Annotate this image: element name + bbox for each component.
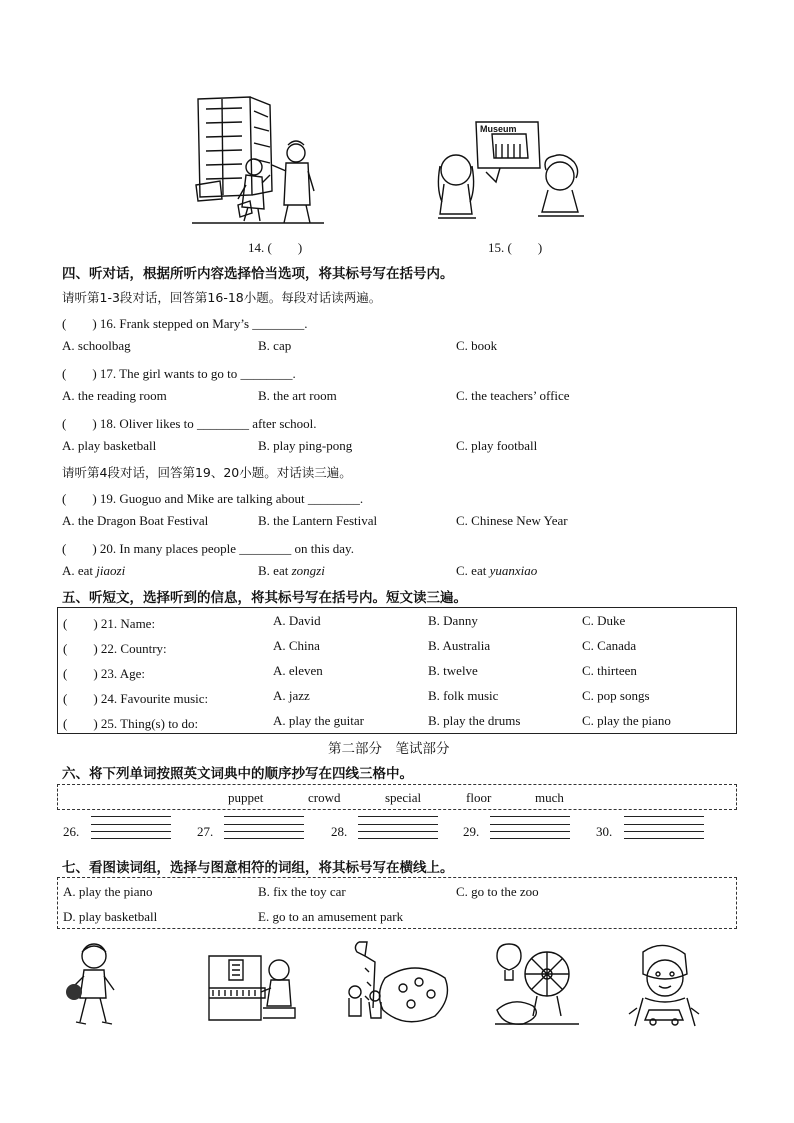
q22-text: ( ) 22. Country:: [63, 641, 167, 656]
q16-option-b: B. cap: [258, 338, 292, 353]
q29-label: 29.: [463, 824, 480, 839]
word-5: much: [535, 790, 564, 805]
q15-label: 15. ( ): [488, 240, 543, 255]
section5-heading: 五、听短文，选择听到的信息，将其标号写在括号内。短文读三遍。: [62, 590, 467, 606]
word-1: puppet: [228, 790, 264, 805]
q14-label: 14. ( ): [248, 240, 303, 255]
q18-option-c: C. play football: [456, 438, 538, 453]
q25-option-a: A. play the guitar: [273, 713, 364, 728]
section4-heading: 四、听对话，根据所听内容选择恰当选项，将其标号写在括号内。: [62, 266, 454, 282]
picture-amusement-park: [493, 940, 581, 1028]
q18-option-b: B. play ping-pong: [258, 438, 353, 453]
q26-label: 26.: [63, 824, 80, 839]
q20-text: ( ) 20. In many places people ________ on this day.: [62, 541, 354, 556]
q24-text: ( ) 24. Favourite music:: [63, 691, 209, 706]
picture-14: [192, 95, 324, 227]
q19-option-c: C. Chinese New Year: [456, 513, 568, 528]
four-line-grid[interactable]: [624, 816, 704, 838]
section4-instruction-1: 请听第1-3段对话，回答第16-18小题。每段对话读两遍。: [62, 290, 382, 305]
picture-15: [430, 118, 605, 226]
q24-option-a: A. jazz: [273, 688, 310, 703]
section6-heading: 六、将下列单词按照英文词典中的顺序抄写在四线三格中。: [62, 766, 413, 782]
word-3: special: [385, 790, 422, 805]
section4-instruction-2: 请听第4段对话，回答第19、20小题。对话读三遍。: [62, 465, 352, 480]
q25-option-b: B. play the drums: [428, 713, 521, 728]
q25-text: ( ) 25. Thing(s) to do:: [63, 716, 199, 731]
q30-label: 30.: [596, 824, 613, 839]
four-line-grid[interactable]: [91, 816, 171, 838]
picture-piano: [205, 946, 297, 1024]
q23-option-a: A. eleven: [273, 663, 323, 678]
q16-option-a: A. schoolbag: [62, 338, 131, 353]
q21-option-c: C. Duke: [582, 613, 626, 628]
q21-option-a: A. David: [273, 613, 321, 628]
four-line-grid[interactable]: [224, 816, 304, 838]
q20-option-b: B. eat zongzi: [258, 563, 325, 578]
q17-text: ( ) 17. The girl wants to go to ________.: [62, 366, 296, 381]
q22-option-a: A. China: [273, 638, 320, 653]
q18-option-a: A. play basketball: [62, 438, 157, 453]
q25-option-c: C. play the piano: [582, 713, 671, 728]
q17-option-b: B. the art room: [258, 388, 337, 403]
q22-option-b: B. Australia: [428, 638, 491, 653]
phrase-c: C. go to the zoo: [456, 884, 539, 899]
q19-option-a: A. the Dragon Boat Festival: [62, 513, 209, 528]
four-line-grid[interactable]: [358, 816, 438, 838]
q23-option-c: C. thirteen: [582, 663, 637, 678]
phrase-a: A. play the piano: [63, 884, 153, 899]
museum-sign-text: Museum: [480, 124, 517, 134]
word-4: floor: [466, 790, 492, 805]
q16-text: ( ) 16. Frank stepped on Mary’s ________.: [62, 316, 308, 331]
picture-basketball-boy: [62, 940, 124, 1028]
q21-option-b: B. Danny: [428, 613, 478, 628]
q18-text: ( ) 18. Oliver likes to ________ after school.: [62, 416, 317, 431]
q20-option-a: A. eat jiaozi: [62, 563, 126, 578]
q19-option-b: B. the Lantern Festival: [258, 513, 378, 528]
q19-text: ( ) 19. Guoguo and Mike are talking about ________.: [62, 491, 364, 506]
phrase-b: B. fix the toy car: [258, 884, 346, 899]
picture-fix-toy-car: [625, 940, 703, 1028]
q21-text: ( ) 21. Name:: [63, 616, 156, 631]
picture-zoo: [345, 938, 455, 1026]
q17-option-a: A. the reading room: [62, 388, 167, 403]
part2-title: 第二部分 笔试部分: [328, 741, 450, 757]
q23-text: ( ) 23. Age:: [63, 666, 145, 681]
q17-option-c: C. the teachers’ office: [456, 388, 570, 403]
q20-option-c: C. eat yuanxiao: [456, 563, 538, 578]
phrase-e: E. go to an amusement park: [258, 909, 404, 924]
q22-option-c: C. Canada: [582, 638, 637, 653]
q27-label: 27.: [197, 824, 214, 839]
section7-heading: 七、看图读词组，选择与图意相符的词组，将其标号写在横线上。: [62, 860, 454, 876]
phrase-d: D. play basketball: [63, 909, 158, 924]
word-2: crowd: [308, 790, 341, 805]
q24-option-b: B. folk music: [428, 688, 499, 703]
four-line-grid[interactable]: [490, 816, 570, 838]
q23-option-b: B. twelve: [428, 663, 478, 678]
q16-option-c: C. book: [456, 338, 498, 353]
q28-label: 28.: [331, 824, 348, 839]
q24-option-c: C. pop songs: [582, 688, 650, 703]
